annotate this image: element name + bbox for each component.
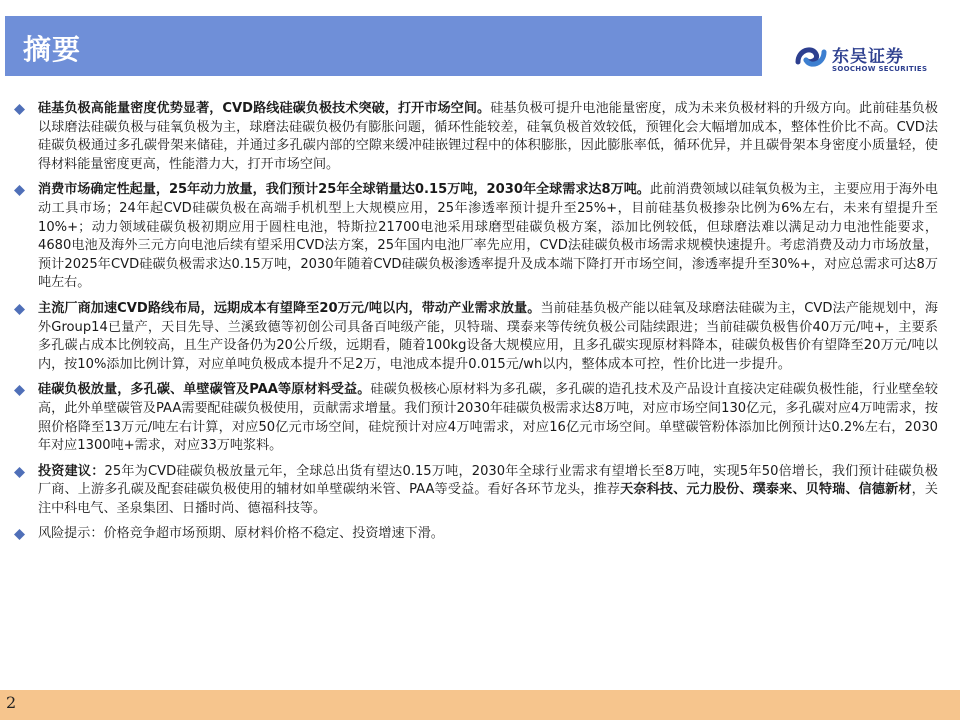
diamond-bullet-icon bbox=[14, 467, 25, 478]
page-number: 2 bbox=[6, 693, 17, 712]
summary-bullet bbox=[8, 300, 938, 374]
bullet-text: 此前消费领域以硅氧负极为主，主要应用于海外电动工具市场；24年起CVD硅碳负极在高端手机机型上大规模应用，25年渗透率预计提升至25%+，目前硅基负极掺杂比例为6%左右，未来有望提升至10%+；动力领域硅碳负极初期应用于圆柱电池，特斯拉21700电池采用球磨型硅碳负极方案，添加比例较低，但球磨法难以满足动力电池性能要求，4680电池及海外三元方向电池后续有望采用CVD法方案，25年国内电池厂率先应用，CVD法硅碳负极市场需求规模快速提升。考虑消费及动力市场放量，预计2025年CVD硅碳负极需求达0.15万吨，2030年随着CVD硅碳负极渗透率提升及成本端下降打开市场空间，渗透率提升至30%+，对应总需求可达8万吨左右。 bbox=[38, 182, 938, 291]
bullet-text: 硅碳负极核心原材料为多孔碳，多孔碳的造孔技术及产品设计直接决定硅碳负极性能，行业壁垒较高，此外单壁碳管及PAA需要配硅碳负极使用，贡献需求增量。我们预计2030年硅碳负极需求达8万吨，对应市场空间130亿元，多孔碳对应4万吨需求，按照价格降至13万元/吨左右计算，对应50亿元市场空间，硅烷预计对应4万吨需求，对应16亿元市场空间。单壁碳管粉体添加比例预计达0.2%左右，2030年对应1300吨+需求，对应33万吨浆料。 bbox=[38, 382, 938, 454]
diamond-bullet-icon bbox=[14, 185, 25, 196]
risk-warning-bullet bbox=[8, 525, 938, 544]
diamond-bullet-icon bbox=[14, 529, 25, 540]
title-bar bbox=[5, 16, 762, 76]
bullet-text: 硅基负极可提升电池能量密度，成为未来负极材料的升级方向。此前硅基负极以球磨法硅碳负极与硅氧负极为主，球磨法硅碳负极仍有膨胀问题，循环性能较差，硅氧负极首效较低，预锂化会大幅增加成本，整体性价比不高。CVD法硅碳负极通过多孔碳骨架来储硅，并通过多孔碳内部的空隙来缓冲硅嵌锂过程中的体积膨胀，因此膨胀率低，循环优异，并且碳骨架本身密度小质量轻，使得材料能量密度更高，性能潜力大，打开市场空间。 bbox=[38, 101, 938, 172]
summary-bullet bbox=[8, 181, 938, 293]
bullet-text: 当前硅基负极产能以硅氧及球磨法硅碳为主，CVD法产能规划中，海外Group14已量产，天目先导、兰溪致德等初创公司具备百吨级产能，贝特瑞、璞泰来等传统负极公司陆续跟进；当前硅碳负极售价40万元/吨+，主要系多孔碳占成本比例较高，且生产设备仍为20公斤级，远期看，随着100kg设备大规模应用，且多孔碳实现原材料降本，硅碳负极售价有望降至20万元/吨以内，按10%添加比例计算，对应单吨负极成本提升不足2万，电池成本提升0.015元/wh以内，整体成本可控，性价比进一步提升。 bbox=[38, 300, 938, 372]
bullet-text: 25年为CVD硅碳负极放量元年，全球总出货有望达0.15万吨，2030年全球行业需求有望增长至8万吨，实现5年50倍增长，我们预计硅碳负极厂商、上游多孔碳及配套硅碳负极使用的辅材如单壁碳纳米管、PAA等受益。看好各环节龙头，推荐 bbox=[38, 463, 939, 498]
summary-bullet bbox=[8, 100, 938, 174]
bullet-text-tail: ，关注中科电气、圣泉集团、日播时尚、德福科技等。 bbox=[38, 482, 939, 516]
brand-name-cn: 东吴证券 bbox=[832, 47, 904, 67]
footer-bar bbox=[0, 690, 960, 720]
diamond-bullet-icon bbox=[14, 104, 25, 115]
investment-advice-bullet bbox=[8, 463, 938, 519]
diamond-bullet-icon bbox=[14, 304, 25, 315]
summary-content bbox=[8, 100, 938, 551]
bullet-heading: 硅碳负极放量，多孔碳、单壁碳管及PAA等原材料受益。 bbox=[38, 382, 371, 398]
page-title: 摘要 bbox=[23, 33, 82, 66]
summary-bullet bbox=[8, 381, 938, 455]
recommended-stocks: 天奈科技、元力股份、璞泰来、贝特瑞、信德新材 bbox=[620, 482, 912, 498]
bullet-text: 风险提示：价格竞争超市场预期、原材料价格不稳定、投资增速下滑。 bbox=[38, 526, 444, 542]
bullet-heading: 硅基负极高能量密度优势显著，CVD路线硅碳负极技术突破，打开市场空间。 bbox=[38, 101, 491, 116]
bullet-heading: 投资建议： bbox=[38, 463, 105, 479]
soochow-logo-icon bbox=[794, 40, 828, 74]
diamond-bullet-icon bbox=[14, 385, 25, 396]
bullet-heading: 主流厂商加速CVD路线布局，远期成本有望降至20万元/吨以内，带动产业需求放量。 bbox=[38, 300, 541, 316]
brand-name-en: SOOCHOW SECURITIES bbox=[832, 65, 928, 73]
bullet-heading: 消费市场确定性起量，25年动力放量，我们预计25年全球销量达0.15万吨，2030年全球需求达8万吨。 bbox=[38, 182, 650, 198]
brand-logo bbox=[780, 38, 960, 78]
